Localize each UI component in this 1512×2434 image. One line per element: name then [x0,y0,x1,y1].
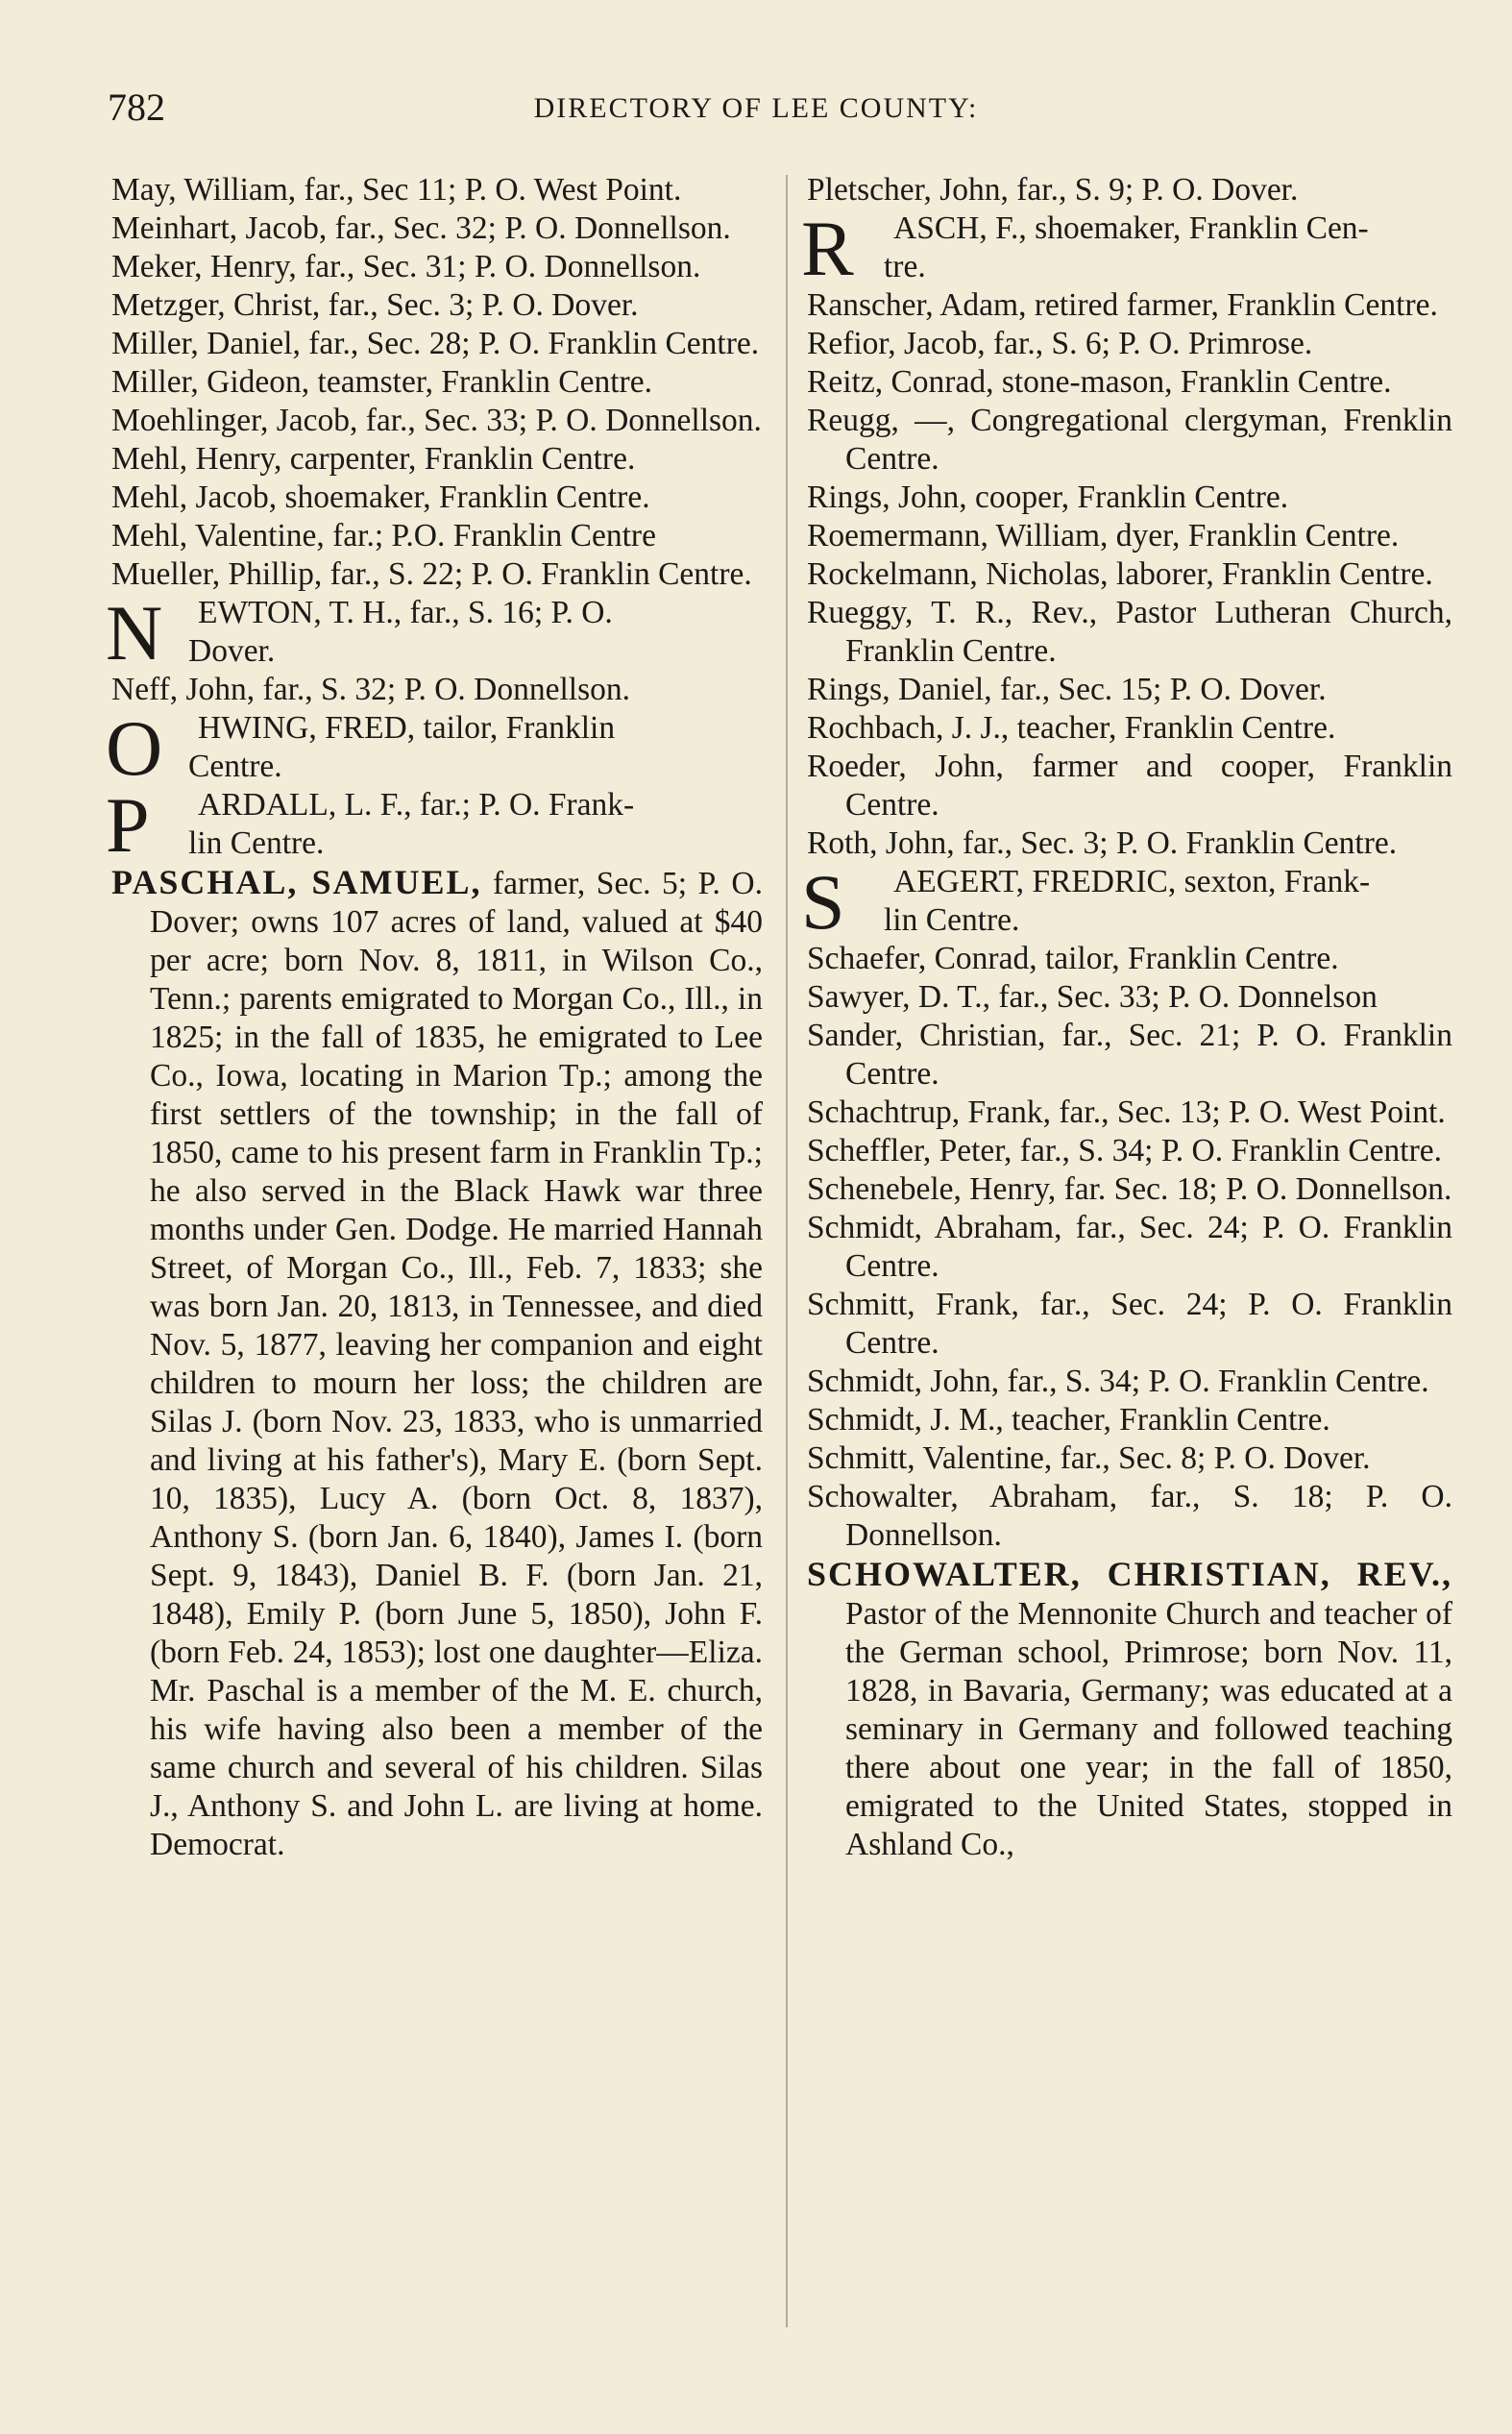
biography-entry [807,1555,1452,1864]
directory-entry: Mueller, Phillip, far., S. 22; P. O. Franklin Centre. [111,556,752,592]
directory-entry-dropcap [801,205,1452,292]
entry-continuation: Centre. [188,749,282,784]
biography-text: Pastor of the Mennonite Church and teacher of the German school, Primrose; born Nov. 11, 1828, in Bavaria, Germany; was educated at a seminary in Germany and followed teaching there about one year; in the fall of 1850, emigrated to the United States, stopped in Ashland Co., [845,1596,1452,1862]
directory-entry: Meinhart, Jacob, far., Sec. 32; P. O. Donnellson. [111,210,731,246]
entry-first-line: ARDALL, L. F., far.; P. O. Frank- [198,787,635,823]
directory-entry-dropcap [106,589,763,676]
directory-entry: Miller, Daniel, far., Sec. 28; P. O. Franklin Centre. [111,326,760,361]
directory-entry: Scheffler, Peter, far., S. 34; P. O. Franklin Centre. [807,1133,1443,1168]
directory-entry: Reitz, Conrad, stone-mason, Franklin Centre. [807,364,1392,400]
directory-entry-dropcap [106,781,763,869]
biography-entry [111,863,763,1864]
entry-first-line: AEGERT, FREDRIC, sexton, Frank- [893,864,1371,899]
directory-entry: Pletscher, John, far., S. 9; P. O. Dover. [807,172,1299,208]
directory-entry: Rings, John, cooper, Franklin Centre. [807,479,1289,515]
directory-entry: Schaefer, Conrad, tailor, Franklin Centre. [807,941,1339,976]
directory-entry: Reugg, —, Congregational clergyman, Frenklin Centre. [807,403,1452,477]
directory-entry: Sawyer, D. T., far., Sec. 33; P. O. Donnelson [807,979,1378,1015]
directory-entry: Sander, Christian, far., Sec. 21; P. O. Franklin Centre. [807,1018,1452,1092]
entry-first-line: EWTON, T. H., far., S. 16; P. O. [198,595,613,630]
directory-entry: Mehl, Valentine, far.; P.O. Franklin Centre [111,518,656,553]
drop-cap-letter: R [801,205,854,292]
entry-first-line: HWING, FRED, tailor, Franklin [198,710,616,746]
biography-name: SCHOWALTER, CHRISTIAN, REV., [807,1555,1452,1593]
left-column [106,171,763,1864]
entry-continuation: lin Centre. [188,825,325,861]
directory-entry: Miller, Gideon, teamster, Franklin Centre. [111,364,652,400]
page-number: 782 [108,86,165,129]
column-divider [786,175,788,2327]
drop-cap-letter: N [106,589,163,676]
entry-continuation: Dover. [188,633,276,669]
directory-entry: Neff, John, far., S. 32; P. O. Donnellson. [111,672,631,707]
entry-first-line: ASCH, F., shoemaker, Franklin Cen- [893,210,1369,246]
directory-entry: Roth, John, far., Sec. 3; P. O. Franklin Centre. [807,825,1398,861]
directory-entry: Schmidt, John, far., S. 34; P. O. Franklin Centre. [807,1364,1429,1399]
directory-entry: Schenebele, Henry, far. Sec. 18; P. O. Donnellson. [807,1171,1452,1207]
right-column [801,171,1452,1864]
directory-entry: Rockelmann, Nicholas, laborer, Franklin Centre. [807,556,1433,592]
biography-name: PASCHAL, SAMUEL, [111,863,482,901]
directory-entry: Rueggy, T. R., Rev., Pastor Lutheran Church, Franklin Centre. [807,595,1452,669]
directory-entry: Rochbach, J. J., teacher, Franklin Centre. [807,710,1336,746]
drop-cap-letter: S [801,858,845,946]
directory-entry: Schmitt, Frank, far., Sec. 24; P. O. Franklin Centre. [807,1287,1452,1361]
directory-entry: Schachtrup, Frank, far., Sec. 13; P. O. West Point. [807,1094,1446,1130]
directory-entry: Roemermann, William, dyer, Franklin Centre. [807,518,1400,553]
directory-entry: Roeder, John, farmer and cooper, Franklin Centre. [807,749,1452,823]
directory-entry: Rings, Daniel, far., Sec. 15; P. O. Dover. [807,672,1327,707]
directory-entry: May, William, far., Sec 11; P. O. West Point. [111,172,682,208]
biography-text: farmer, Sec. 5; P. O. Dover; owns 107 acres of land, valued at $40 per acre; born Nov. 8, 1811, in Wilson Co., Tenn.; parents emigrated to Morgan Co., Ill., in 1825; in the fall of 1835, he emigrated to Lee Co., Iowa, locating in Marion Tp.; among the first settlers of the township; in the fall of 1850, came to his present farm in Franklin Tp.; he also served in the Black Hawk war three months under Gen. Dodge. He married Hannah Street, of Morgan Co., Ill., Feb. 7, 1833; she was born Jan. 20, 1813, in Tennessee, and died Nov. 5, 1877, leaving her companion and eight children to mourn her loss; the children are Silas J. (born Nov. 23, 1833, who is unmarried and living at his father's), Mary E. (born Sept. 10, 1835), Lucy A. (born Oct. 8, 1837), Anthony S. (born Jan. 6, 1840), James I. (born Sept. 9, 1843), Daniel B. F. (born Jan. 21, 1848), Emily P. (born June 5, 1850), John F. (born Feb. 24, 1853); lost one daughter—Eliza. Mr. Paschal is a member of the M. E. church, his wife having also been a member of the same church and several of his children. Silas J., Anthony S. and John L. are living at home. Democrat. [150,866,763,1862]
directory-entry-dropcap [801,858,1452,946]
directory-entry: Schmitt, Valentine, far., Sec. 8; P. O. Dover. [807,1440,1371,1476]
entry-continuation: tre. [884,249,926,284]
directory-entry: Mehl, Jacob, shoemaker, Franklin Centre. [111,479,650,515]
drop-cap-letter: P [106,781,150,869]
entry-continuation: lin Centre. [884,902,1020,938]
running-head: DIRECTORY OF LEE COUNTY: [533,92,979,124]
directory-entry: Meker, Henry, far., Sec. 31; P. O. Donnellson. [111,249,701,284]
directory-entry-dropcap [106,704,763,792]
directory-entry: Ranscher, Adam, retired farmer, Franklin Centre. [807,287,1438,323]
directory-entry: Moehlinger, Jacob, far., Sec. 33; P. O. Donnellson. [111,403,762,438]
directory-entry: Mehl, Henry, carpenter, Franklin Centre. [111,441,636,477]
directory-entry: Refior, Jacob, far., S. 6; P. O. Primrose. [807,326,1313,361]
directory-entry: Metzger, Christ, far., Sec. 3; P. O. Dover. [111,287,639,323]
directory-entry: Schmidt, Abraham, far., Sec. 24; P. O. Franklin Centre. [807,1210,1452,1284]
directory-entry: Schmidt, J. M., teacher, Franklin Centre. [807,1402,1330,1438]
directory-entry: Schowalter, Abraham, far., S. 18; P. O. Donnellson. [807,1479,1452,1553]
drop-cap-letter: O [106,704,163,792]
